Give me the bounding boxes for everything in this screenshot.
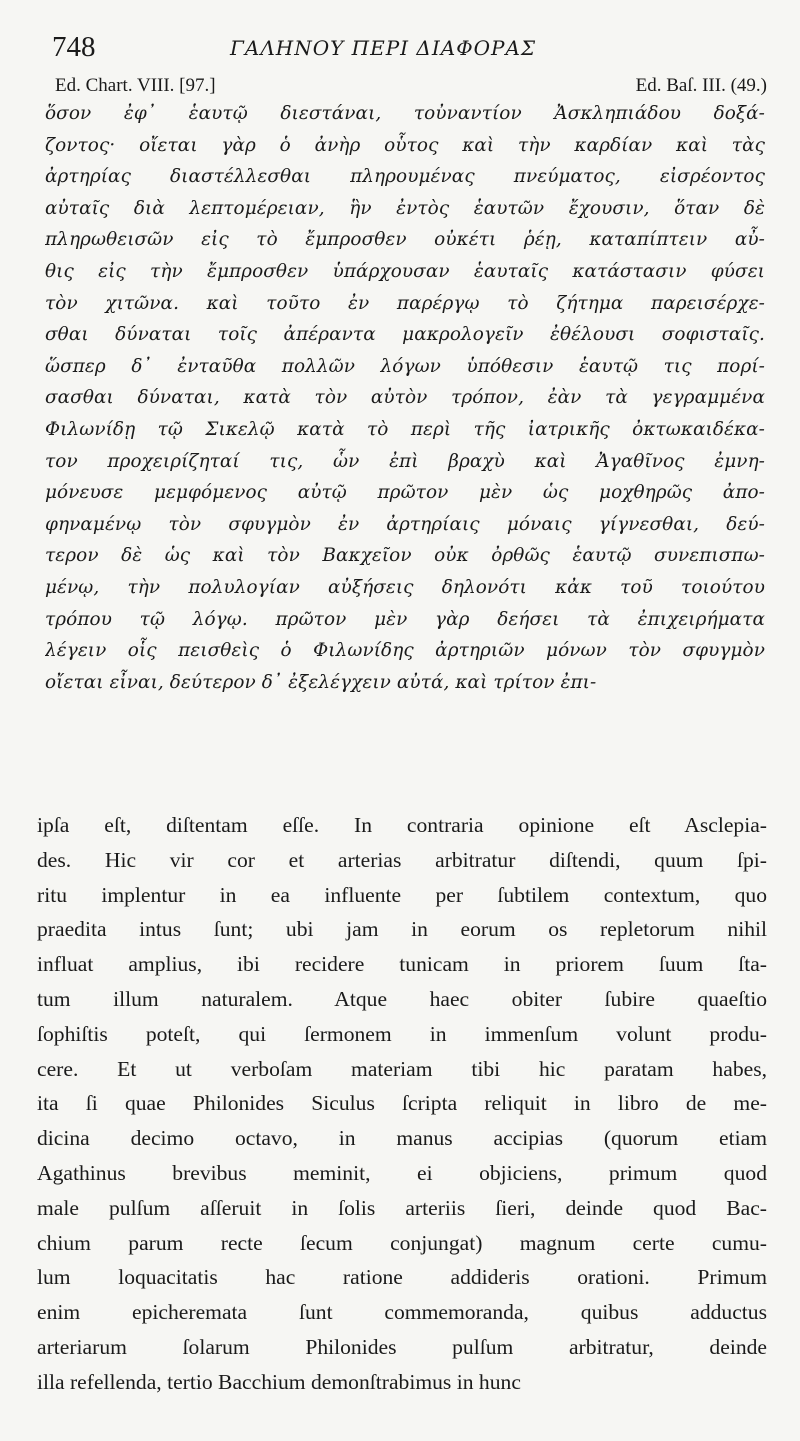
- latin-text-line: dicina decimo octavo, in manus accipias (quorum etiam: [37, 1126, 767, 1151]
- latin-text-line: influat amplius, ibi recidere tunicam in priorem ſuum ſta-: [37, 952, 767, 977]
- latin-text-line: tum illum naturalem. Atque haec obiter ſubire quaeſtio: [37, 986, 767, 1011]
- greek-text-line: τερον δὲ ὡς καὶ τὸν Βακχεῖον οὐκ ὀρθῶς ἑαυτῷ συνεπισπω-: [45, 545, 765, 567]
- latin-text-line: Agathinus brevibus meminit, ei objiciens, primum quod: [37, 1160, 767, 1185]
- latin-text-line: ritu implentur in ea influente per ſubtilem contextum, quo: [37, 882, 767, 907]
- greek-text-line: ζοντος· οἴεται γὰρ ὁ ἀνὴρ οὗτος καὶ τὴν καρδίαν καὶ τὰς: [45, 134, 765, 156]
- greek-text-line: τον προχειρίζηταί τις, ὧν ἐπὶ βραχὺ καὶ Ἀγαθῖνος ἐμνη-: [45, 450, 765, 472]
- edition-basel-ref: Ed. Baſ. III. (49.): [635, 75, 767, 96]
- latin-text-line: illa refellenda, tertio Bacchium demonſtrabimus in hunc: [37, 1369, 521, 1394]
- greek-text-line: ὥσπερ δ᾽ ἐνταῦθα πολλῶν λόγων ὑπόθεσιν ἑαυτῷ τις πορί-: [45, 355, 765, 377]
- latin-text-line: ſophiſtis poteſt, qui ſermonem in immenſum volunt produ-: [37, 1021, 767, 1046]
- latin-text-line: ita ſi quae Philonides Siculus ſcripta reliquit in libro de me-: [37, 1091, 767, 1116]
- greek-text-line: φηναμένῳ τὸν σφυγμὸν ἐν ἀρτηρίαις μόναις γίγνεσθαι, δεύ-: [45, 513, 765, 535]
- greek-text-line: αὐταῖς διὰ λεπτομέρειαν, ἣν ἐντὸς ἑαυτῶν ἔχουσιν, ὅταν δὲ: [45, 197, 765, 219]
- latin-text-line: chium parum recte ſecum conjungat) magnum certe cumu-: [37, 1230, 767, 1255]
- edition-references: [55, 72, 767, 100]
- greek-text-line: λέγειν οἷς πεισθεὶς ὁ Φιλωνίδης ἀρτηριῶν μόνων τὸν σφυγμὸν: [45, 640, 765, 662]
- running-title: ΓΑΛΗΝΟΥ ΠΕΡΙ ΔΙΑΦΟΡΑΣ: [230, 36, 537, 60]
- greek-text-line: σθαι δύναται τοῖς ἀπέραντα μακρολογεῖν ἐθέλουσι σοφισταῖς.: [45, 324, 765, 346]
- greek-text-line: οἴεται εἶναι, δεύτερον δ᾽ ἐξελέγχειν αὐτά, καὶ τρίτον ἐπι-: [45, 671, 597, 693]
- greek-text-line: ἀρτηρίας διαστέλλεσθαι πληρουμένας πνεύματος, εἰσρέοντος: [45, 166, 765, 188]
- latin-text-line: male pulſum aſſeruit in ſolis arteriis ſieri, deinde quod Bac-: [37, 1195, 767, 1220]
- latin-text-line: lum loquacitatis hac ratione addideris orationi. Primum: [37, 1265, 767, 1290]
- latin-text-line: ipſa eſt, diſtentam eſſe. In contraria opinione eſt Asclepia-: [37, 813, 767, 837]
- edition-chartier-ref: Ed. Chart. VIII. [97.]: [55, 75, 216, 96]
- greek-text-line: Φιλωνίδῃ τῷ Σικελῷ κατὰ τὸ περὶ τῆς ἰατρικῆς ὀκτωκαιδέκα-: [45, 418, 765, 440]
- latin-text-line: des. Hic vir cor et arterias arbitratur diſtendi, quum ſpi-: [37, 847, 767, 872]
- greek-text-line: μένῳ, τὴν πολυλογίαν αὐξήσεις δηλονότι κἀκ τοῦ τοιούτου: [45, 576, 765, 598]
- greek-text-block: [45, 98, 765, 698]
- page-header: [52, 30, 772, 66]
- page-number: 748: [52, 31, 96, 63]
- greek-text-line: μόνευσε μεμφόμενος αὐτῷ πρῶτον μὲν ὡς μοχθηρῶς ἀπο-: [45, 482, 765, 504]
- greek-text-line: σασθαι δύναται, κατὰ τὸν αὐτὸν τρόπον, ἐὰν τὰ γεγραμμένα: [45, 387, 765, 409]
- greek-text-line: πληρωθεισῶν εἰς τὸ ἔμπροσθεν οὐκέτι ῥέῃ, καταπίπτειν αὖ-: [45, 229, 765, 251]
- latin-text-line: enim epicheremata ſunt commemoranda, quibus adductus: [37, 1300, 767, 1325]
- greek-text-line: θις εἰς τὴν ἔμπροσθεν ὑπάρχουσαν ἑαυταῖς κατάστασιν φύσει: [45, 260, 765, 282]
- greek-text-line: ὅσον ἐφ᾽ ἑαυτῷ διεστάναι, τοὐναντίον Ἀσκληπιάδου δοξά-: [45, 103, 765, 124]
- latin-text-line: cere. Et ut verboſam materiam tibi hic paratam habes,: [37, 1056, 767, 1081]
- latin-text-line: arteriarum ſolarum Philonides pulſum arbitratur, deinde: [37, 1334, 767, 1359]
- latin-text-line: praedita intus ſunt; ubi jam in eorum os repletorum nihil: [37, 917, 767, 942]
- greek-text-line: τρόπου τῷ λόγῳ. πρῶτον μὲν γὰρ δεήσει τὰ ἐπιχειρήματα: [45, 608, 765, 630]
- greek-text-line: τὸν χιτῶνα. καὶ τοῦτο ἐν παρέργῳ τὸ ζήτημα παρεισέρχε-: [45, 292, 765, 314]
- latin-text-block: [37, 808, 767, 1400]
